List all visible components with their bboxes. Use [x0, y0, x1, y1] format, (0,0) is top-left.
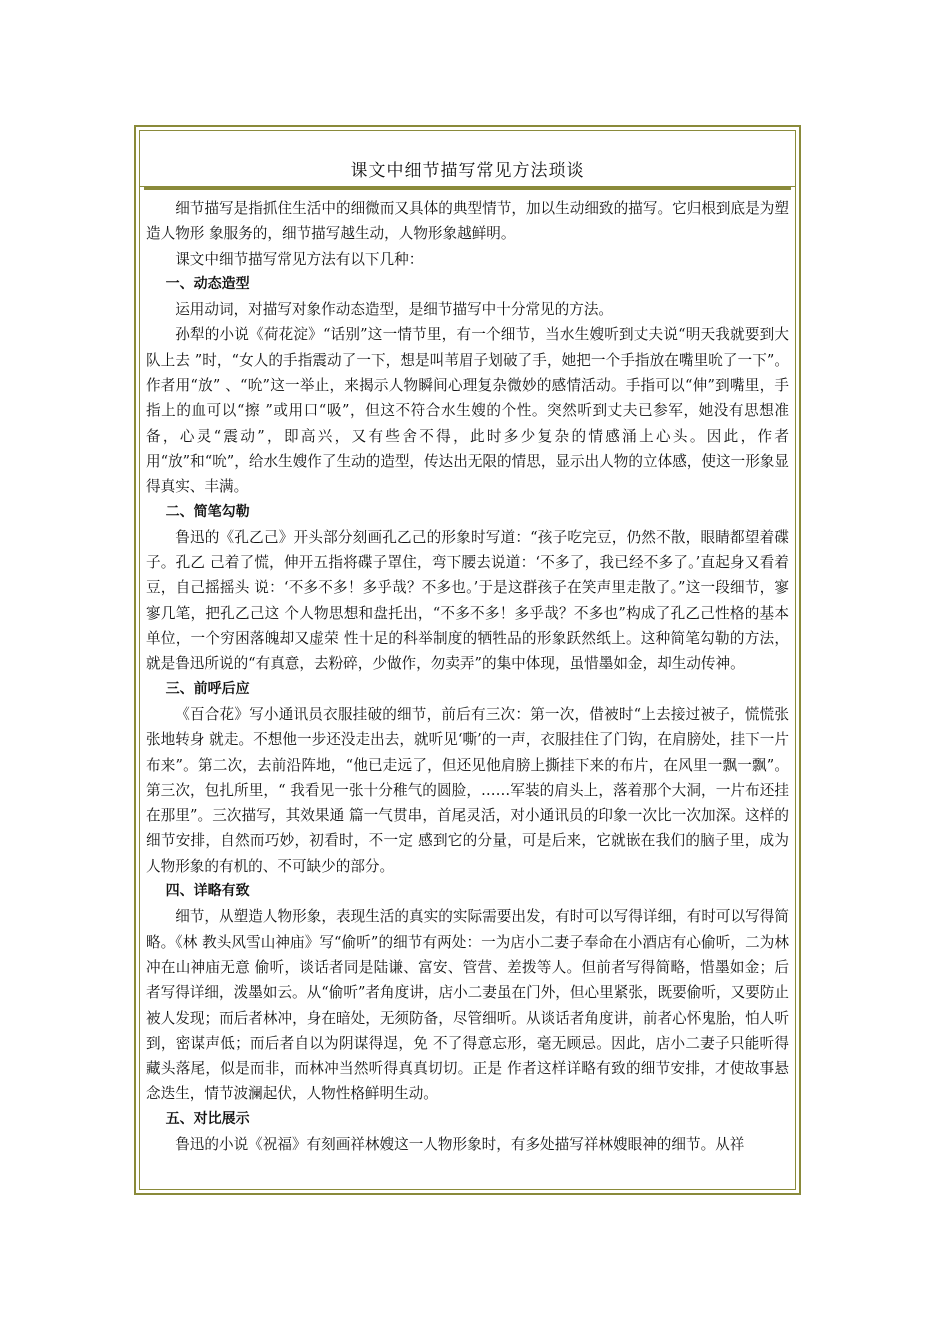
section-heading: 一、动态造型	[165, 275, 250, 292]
paragraph: 鲁迅的《孔乙己》开头部分刻画孔乙己的形象时写道：“孩子吃完豆，仍然不散，眼睛都望着碟子。孔乙 己着了慌，伸开五指将碟子罩住，弯下腰去说道：‘不多了，我已经不多了。’直起身又看着豆，自己摇摇头 说：‘不多不多！多乎哉？不多也。’于是这群孩子在笑声里走散了。”这一段细节，寥寥几笔，把孔乙己这 个人物思想和盘托出，“不多不多！多乎哉？不多也”构成了孔乙己性格的基本单位，一个穷困落魄却又虚荣 性十足的科举制度的牺牲品的形象跃然纸上。这种简笔勾勒的方法，就是鲁迅所说的“有真意，去粉碎，少做作，勿卖弄”的集中体现，虽惜墨如金，却生动传神。	[146, 528, 789, 673]
document-inner-border	[139, 130, 796, 1190]
paragraph: 运用动词，对描写对象作动态造型，是细节描写中十分常见的方法。	[175, 301, 614, 319]
section-heading: 四、详略有致	[165, 883, 250, 900]
paragraph: 细节，从塑造人物形象，表现生活的真实的实际需要出发，有时可以写得详细，有时可以写得简略。《林 教头风雪山神庙》写“偷听”的细节有两处：一为店小二妻子奉命在小酒店有心偷听，二为林冲在山神庙无意 偷听，谈话者同是陆谦、富安、管营、差拨等人。但前者写得简略，惜墨如金；后者写得详细，泼墨如云。从“偷听”者角度讲，店小二妻虽在门外，但心里紧张，既要偷听，又要防止被人发现；而后者林冲，身在暗处，无须防备，尽管细听。从谈话者角度讲，前者心怀鬼胎，怕人听到，密谋声低；而后者自以为阴谋得逞，免 不了得意忘形，毫无顾忌。因此，店小二妻子只能听得藏头落尾，似是而非，而林冲当然听得真真切切。正是 作者这样详略有致的细节安排，才使故事悬念迭生，情节波澜起伏，人物性格鲜明生动。	[146, 908, 789, 1103]
paragraph: 鲁迅的小说《祝福》有刻画祥林嫂这一人物形象时，有多处描写祥林嫂眼神的细节。从祥	[175, 1135, 745, 1153]
section-heading: 三、前呼后应	[165, 680, 250, 697]
paragraph: 《百合花》写小通讯员衣服挂破的细节，前后有三次：第一次，借被时“上去接过被子，慌慌张张地转身 就走。不想他一步还没走出去，就听见‘嘶’的一声，衣服挂住了门钩，在肩膀处，挂下一片布来”。第二次，去前沿阵地，“他已走远了，但还见他肩膀上撕挂下来的布片，在风里一飘一飘”。第三次，包扎所里，“ 我看见一张十分稚气的圆脸，……军装的肩头上，落着那个大洞，一片布还挂在那里”。三次描写，其效果通 篇一气贯串，首尾灵活，对小通讯员的印象一次比一次加深。这样的细节安排，自然而巧妙，初看时，不一定 感到它的分量，可是后来，它就嵌在我们的脑子里，成为人物形象的有机的、不可缺少的部分。	[146, 705, 789, 875]
paragraph: 孙犁的小说《荷花淀》“话别”这一情节里，有一个细节，当水生嫂听到丈夫说“明天我就要到大队上去 ”时，“女人的手指震动了一下，想是叫苇眉子划破了手，她把一个手指放在嘴里吮了一下”。作者用“放” 、“吮”这一举止，来揭示人物瞬间心理复杂微妙的感情活动。手指可以“伸”到嘴里，手指上的血可以“擦 ”或用口“吸”，但这不符合水生嫂的个性。突然听到丈夫已参军，她没有思想准备，心灵“震动”，即高兴，又有些舍不得，此时多少复杂的情感涌上心头。因此，作者用“放”和“吮”，给水生嫂作了生动的造型，传达出无限的情思，显示出人物的立体感，使这一形象显得真实、丰满。	[146, 326, 789, 496]
document-body	[140, 190, 795, 1157]
section-heading: 二、简笔勾勒	[165, 503, 250, 520]
paragraph: 课文中细节描写常见方法有以下几种：	[175, 250, 424, 268]
document-frame	[134, 125, 801, 1195]
paragraph: 细节描写是指抓住生活中的细微而又具体的典型情节，加以生动细致的描写。它归根到底是为塑造人物形 象服务的，细节描写越生动，人物形象越鲜明。	[146, 200, 789, 243]
document-title: 课文中细节描写常见方法琐谈	[140, 131, 795, 187]
section-heading: 五、对比展示	[165, 1110, 250, 1127]
